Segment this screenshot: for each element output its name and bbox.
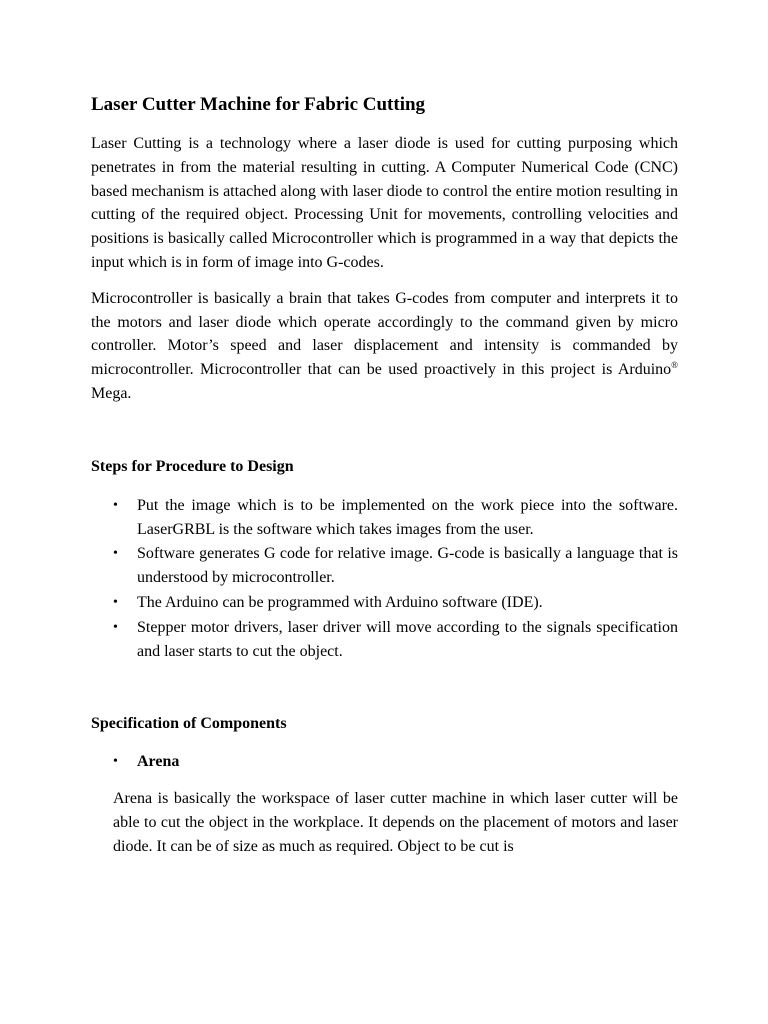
list-item (91, 542, 678, 590)
registered-mark: ® (671, 360, 678, 371)
steps-heading: Steps for Procedure to Design (91, 457, 294, 475)
list-item (91, 616, 678, 664)
step-text: The Arduino can be programmed with Arduino software (IDE). (137, 593, 543, 611)
bullet-icon: • (113, 594, 118, 610)
page-title: Laser Cutter Machine for Fabric Cutting (91, 94, 426, 115)
step-text: Put the image which is to be implemented on the work piece into the software. LaserGRBL is the software which takes images from the user. (137, 496, 678, 538)
bullet-icon: • (113, 619, 118, 635)
microcontroller-text: Microcontroller is basically a brain that takes G-codes from computer and interprets it to the motors and laser diode which operate accordingly to the command given by micro controller. Motor’s speed and laser displacement and intensity is commanded by microcontroller. Microcontroller that can be used proactively in this project is Arduino (91, 289, 678, 379)
arena-list-item (91, 751, 678, 773)
microcontroller-paragraph (91, 287, 678, 406)
bullet-icon: • (113, 497, 118, 513)
step-text: Software generates G code for relative image. G-code is basically a language that is understood by microcontroller. (137, 545, 678, 587)
arena-paragraph: Arena is basically the workspace of laser cutter machine in which laser cutter will be able to cut the object in the workplace. It depends on the placement of motors and laser diode. It can be of size as much as required. Object to be cut is (113, 790, 678, 855)
list-item (91, 494, 678, 542)
document-page (91, 92, 678, 859)
steps-list (91, 494, 678, 664)
bullet-icon: • (113, 546, 118, 562)
bullet-icon: • (113, 754, 118, 770)
intro-paragraph: Laser Cutting is a technology where a laser diode is used for cutting purposing which penetrates in from the material resulting in cutting. A Computer Numerical Code (CNC) based mechanism is attached along with laser diode to control the entire motion resulting in cutting of the required object. Processing Unit for movements, controlling velocities and positions is basically called Microcontroller which is programmed in a way that depicts the input which is in form of image into G-codes. (91, 135, 678, 271)
arena-label: Arena (137, 753, 180, 771)
spec-heading: Specification of Components (91, 715, 287, 733)
step-text: Stepper motor drivers, laser driver will move according to the signals specification and laser starts to cut the object. (137, 618, 678, 660)
list-item (91, 591, 678, 615)
microcontroller-text-end: Mega. (91, 384, 132, 402)
